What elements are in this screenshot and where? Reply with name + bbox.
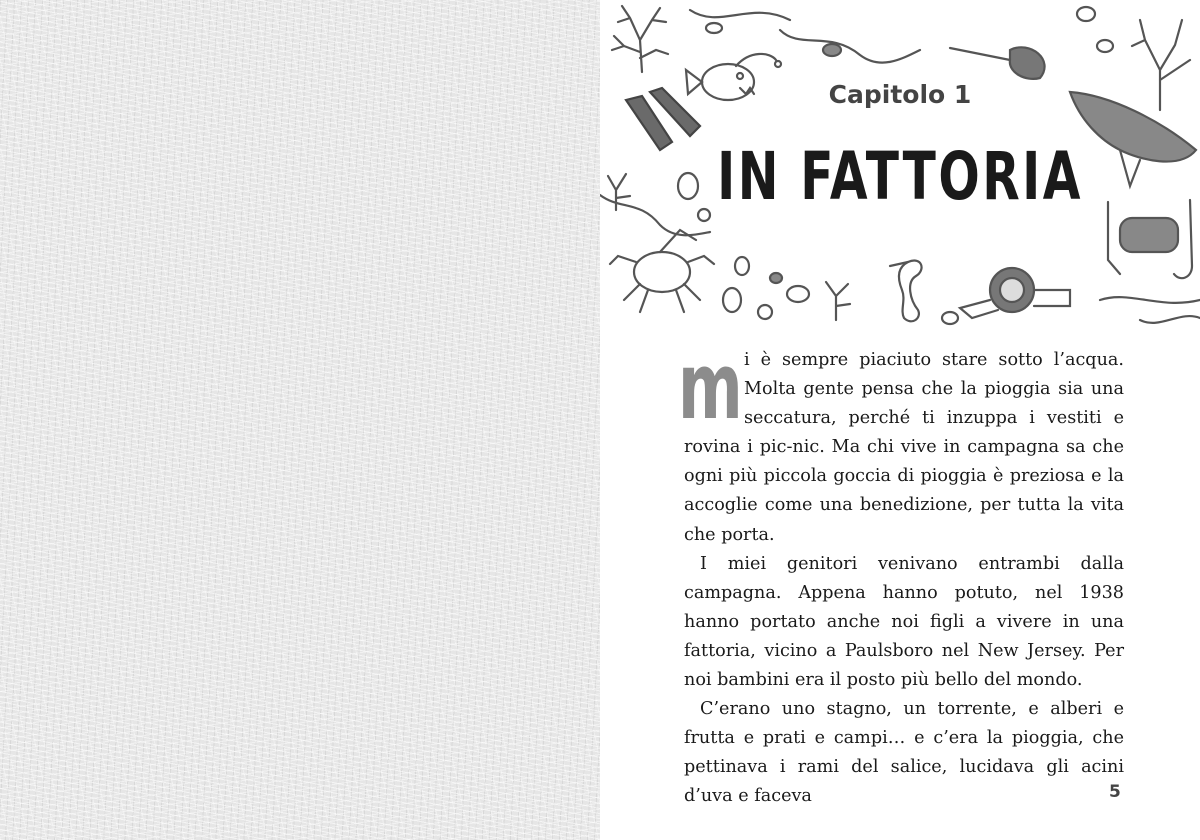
chapter-title: IN FATTORIA (717, 138, 1083, 215)
shell-icon (1077, 7, 1095, 21)
wave-line (1140, 316, 1200, 323)
shell-icon (735, 257, 749, 275)
wave-line (780, 30, 920, 63)
right-page (600, 0, 1200, 840)
paragraph: C’erano uno stagno, un torrente, e alberi e frutta e prati e campi… e c’era la pioggia, che pettinava i rami del salice, lucidava gli acini d’uva e faceva (684, 699, 1124, 807)
page-number: 5 (1109, 782, 1121, 802)
shell-icon (723, 288, 741, 312)
shell-icon (770, 273, 782, 283)
shell-icon (942, 312, 958, 324)
shell-icon (758, 305, 772, 319)
coral-icon (826, 282, 850, 320)
seahorse-icon (890, 261, 922, 322)
paragraph-text: i è sempre piaciuto stare sotto l’acqua. Molta gente pensa che la pioggia sia una seccatura, perché ti inzuppa i vestiti e rovina i pic-nic. Ma chi vive in campagna sa che ogni più piccola goccia di pioggia è preziosa e la accoglie come una benedizione, per tutta la vita che porta. (684, 350, 1124, 545)
wave-line (1100, 297, 1200, 303)
shell-icon (1097, 40, 1113, 52)
diving-helmet-icon (960, 268, 1070, 318)
chapter-body (678, 333, 1124, 812)
shell-icon (706, 23, 722, 33)
paragraph (678, 333, 1124, 550)
drop-cap: m (678, 333, 743, 440)
harpoon-icon (950, 47, 1045, 79)
chapter-label: Capitolo 1 (828, 80, 972, 109)
coral-icon (612, 6, 668, 72)
paragraph: I miei genitori venivano entrambi dalla campagna. Appena hanno potuto, nel 1938 hanno portato anche noi figli a vivere in una fattoria, vicino a Paulsboro nel New Jersey. Per noi bambini era il posto più bello del mondo. (684, 553, 1124, 691)
shell-icon (787, 286, 809, 302)
crab-icon (610, 230, 714, 312)
shell-icon (823, 44, 841, 56)
wave-line (690, 10, 790, 20)
